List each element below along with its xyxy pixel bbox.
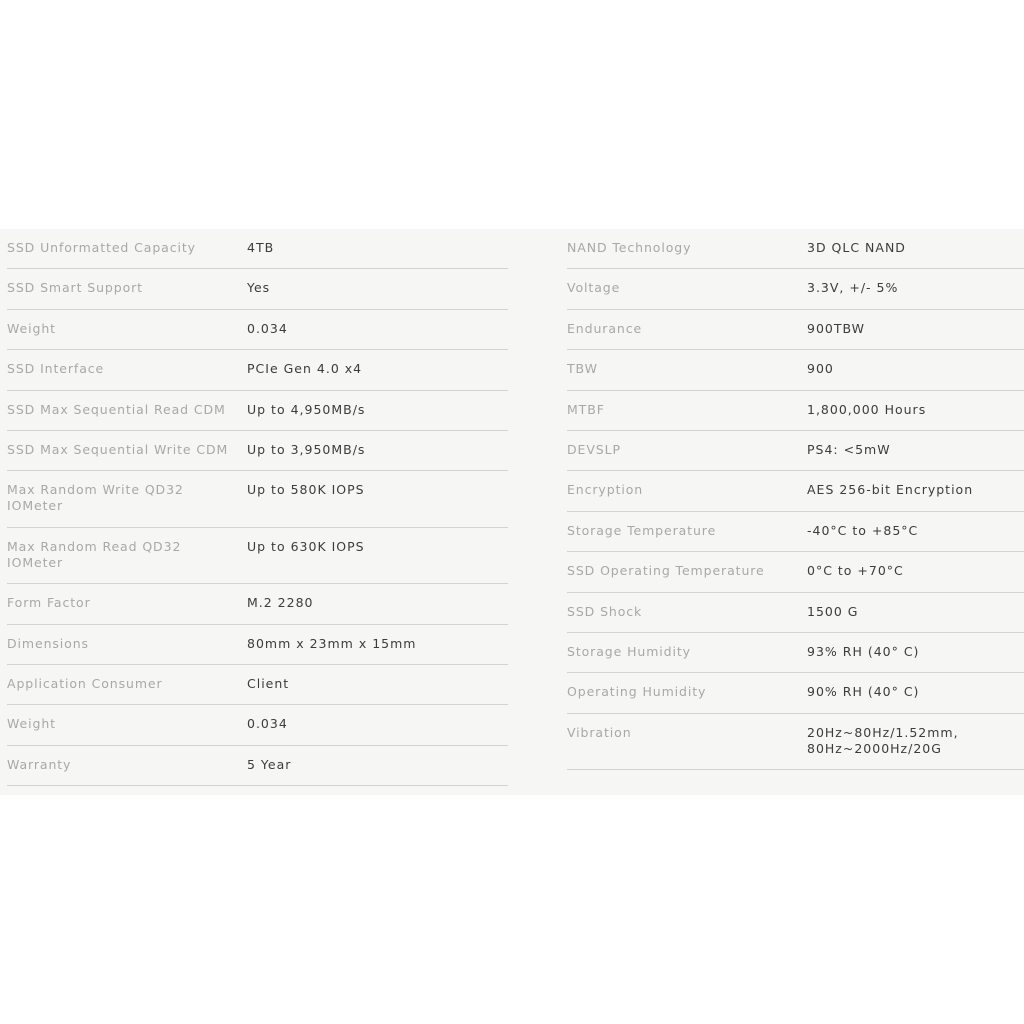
spec-label: Endurance: [567, 320, 643, 336]
spec-row: [567, 391, 1024, 431]
spec-row: [7, 528, 508, 584]
spec-row: [567, 593, 1024, 633]
spec-value: 0.034: [247, 320, 288, 336]
spec-value: 80mm x 23mm x 15mm: [247, 635, 417, 651]
spec-label: Warranty: [7, 756, 72, 772]
spec-label: Operating Humidity: [567, 684, 707, 700]
spec-value: 90% RH (40° C): [807, 684, 920, 700]
spec-value: 5 Year: [247, 756, 292, 772]
spec-label: Encryption: [567, 482, 644, 498]
spec-row: [7, 584, 508, 624]
spec-value: 900TBW: [807, 320, 865, 336]
spec-row: [567, 310, 1024, 350]
spec-label: SSD Max Sequential Read CDM: [7, 401, 226, 417]
spec-value: 3D QLC NAND: [807, 240, 906, 255]
spec-label: NAND Technology: [567, 240, 692, 255]
spec-label: Max Random Read QD32 IOMeter: [7, 538, 182, 570]
spec-row: [567, 471, 1024, 511]
spec-row: [7, 391, 508, 431]
spec-value: 900: [807, 361, 834, 377]
spec-label: Storage Temperature: [567, 522, 717, 538]
spec-label: Weight: [7, 716, 56, 732]
spec-value: Up to 3,950MB/s: [247, 441, 366, 457]
spec-label: Vibration: [567, 724, 632, 740]
spec-row: [7, 310, 508, 350]
spec-value: Client: [247, 675, 290, 691]
spec-label: Max Random Write QD32 IOMeter: [7, 482, 184, 514]
spec-value: 4TB: [247, 240, 275, 255]
spec-value: Up to 4,950MB/s: [247, 401, 366, 417]
spec-row: [567, 269, 1024, 309]
spec-value: PS4: <5mW: [807, 441, 891, 457]
spec-row: [567, 714, 1024, 770]
spec-row: [567, 431, 1024, 471]
spec-value: -40°C to +85°C: [807, 522, 919, 538]
spec-value: Yes: [247, 280, 271, 296]
spec-column-left: [7, 229, 508, 786]
spec-label: DEVSLP: [567, 441, 621, 457]
spec-row: [567, 512, 1024, 552]
spec-label: SSD Shock: [567, 603, 643, 619]
spec-row: [7, 431, 508, 471]
spec-row: [567, 633, 1024, 673]
spec-value: Up to 630K IOPS: [247, 538, 365, 554]
spec-label: SSD Interface: [7, 361, 105, 377]
spec-label: SSD Smart Support: [7, 280, 143, 296]
spec-value: 1500 G: [807, 603, 859, 619]
spec-row: [567, 229, 1024, 269]
spec-value: AES 256-bit Encryption: [807, 482, 974, 498]
spec-row: [7, 269, 508, 309]
spec-label: Application Consumer: [7, 675, 163, 691]
spec-table-panel: [0, 229, 1024, 795]
spec-row: [7, 471, 508, 527]
spec-row: [567, 673, 1024, 713]
spec-value: 93% RH (40° C): [807, 643, 920, 659]
spec-label: Weight: [7, 320, 56, 336]
spec-row: [567, 350, 1024, 390]
spec-value: 20Hz~80Hz/1.52mm, 80Hz~2000Hz/20G: [807, 724, 959, 756]
spec-value: 3.3V, +/- 5%: [807, 280, 899, 296]
spec-row: [7, 229, 508, 269]
spec-row: [7, 665, 508, 705]
spec-label: MTBF: [567, 401, 605, 417]
spec-value: Up to 580K IOPS: [247, 482, 365, 498]
spec-label: TBW: [567, 361, 598, 377]
spec-row: [7, 705, 508, 745]
spec-label: Form Factor: [7, 595, 91, 611]
spec-row: [7, 350, 508, 390]
spec-label: Storage Humidity: [567, 643, 691, 659]
spec-label: Voltage: [567, 280, 621, 296]
spec-row: [567, 552, 1024, 592]
spec-row: [7, 746, 508, 786]
spec-label: SSD Operating Temperature: [567, 563, 765, 579]
spec-value: 0°C to +70°C: [807, 563, 904, 579]
spec-value: M.2 2280: [247, 595, 314, 611]
spec-label: SSD Unformatted Capacity: [7, 240, 196, 255]
spec-value: 1,800,000 Hours: [807, 401, 927, 417]
spec-label: Dimensions: [7, 635, 89, 651]
spec-row: [7, 625, 508, 665]
spec-value: PCIe Gen 4.0 x4: [247, 361, 363, 377]
spec-value: 0.034: [247, 716, 288, 732]
spec-column-right: [567, 229, 1024, 770]
spec-label: SSD Max Sequential Write CDM: [7, 441, 229, 457]
